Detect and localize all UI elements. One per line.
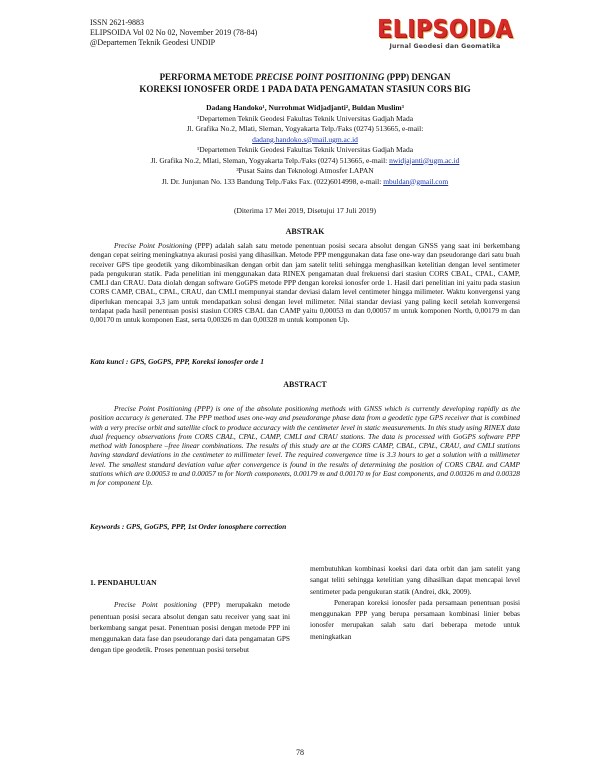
volume-info: ELIPSOIDA Vol 02 No 02, November 2019 (78-84) (90, 28, 258, 37)
right-body-2: Penerapan koreksi ionosfer pada persamaan penentuan posisi menggunakan PPP yang berupa persamaan kombinasi linier bebas ionosfer merupakan salah satu dari beberapa metode untuk meningkatkan (310, 597, 520, 641)
right-paragraph-2 (310, 597, 520, 642)
right-paragraph-1: membutuhkan kombinasi koeksi dari data orbit dan jam satelit yang sangat teliti sehingga ketelitian yang dihasilkan dapat mencapai level sentimeter pada pengukuran statik (Andrei, dkk, 2009). (310, 564, 520, 596)
affiliation-3: ³Pusat Sains dan Teknologi Atmosfer LAPAN (236, 166, 374, 175)
email-link-2[interactable]: nwidjajanti@ugm.ac.id (389, 155, 460, 165)
left-column (90, 577, 290, 656)
author-block (90, 103, 520, 187)
abstrak-body: (PPP) adalah salah satu metode penentuan posisi secara absolut dengan GNSS yang saat ini berkembang dengan cepat seiring meningkatnya akurasi posisi yang dihasilkan. Metode PPP menggunakan data fase one-way dan pseudorange dari satu buah receiver GPS tipe geodetik yang dikombinasikan dengan orbit dan jam satelit teliti sehingga menghasilkan ketelitian dengan level sentimeter pada pengukuran statik. Pada penelitian ini menggunakan data RINEX pengamatan dual frekuensi dari stasiun CORS CBAL, CPAL, CAMP, CMLI dan CRAU. Data diolah dengan software GoGPS metode PPP dengan koreksi ionosfer orde 1. Hasil dari penelitian ini yaitu pada stasiun CORS CAMP, CBAL, CPAL, CRAU, dan CMLI mempunyai standar deviasi dalam level centimeter hingga milimeter. Waktu konvergensi yang diperlukan mencapai 3,3 jam untuk mendapatkan solusi dengan level milimeter. Nilai standar deviasi yang paling kecil setelah konvergensi terdapat pada hasil penentuan posisi stasiun CORS CBAL dan CAMP yaitu 0,00053 m dan 0,00057 m untuk komponen North, 0,00179 m dan 0,00170 m untuk komponen East, serta 0,00326 m dan 0,00328 m untuk komponen Up. (90, 241, 520, 325)
affiliation-1-address: Jl. Grafika No.2, Mlati, Sleman, Yogyakarta Telp./Faks (0274) 513665, e-mail: (186, 124, 424, 133)
left-paragraph (90, 599, 290, 655)
left-body: (PPP) merupakakn metode penentuan posisi secara absolut dengan satu receiver yang saat ini berkembang sangat pesat. Penentuan posisi dengan metode PPP ini menggunakan data fase dan pseudorange dari data pengamatan GPS dengan tipe geodetik. Proses penentuan posisi tersebut (90, 600, 290, 655)
paper-title (90, 71, 520, 95)
abstract-text (90, 404, 520, 488)
title-pre: PERFORMA METODE (159, 72, 256, 82)
affiliation-2-address: Jl. Grafika No.2, Mlati, Sleman, Yogyakarta Telp./Faks (0274) 513665, e-mail: (150, 155, 388, 165)
section-heading: 1. PENDAHULUAN (90, 578, 157, 587)
journal-header (90, 15, 520, 54)
abstrak-heading: ABSTRAK (285, 227, 325, 236)
abstrak-lead: Precise Point Positioning (114, 241, 192, 250)
received-date: (Diterima 17 Mei 2019, Disetujui 17 Juli 2019) (233, 206, 377, 215)
affiliation-2: ¹Departemen Teknik Geodesi Fakultas Teknik Universitas Gadjah Mada (196, 145, 414, 154)
keywords-en: Keywords : GPS, GoGPS, PPP, 1st Order ionosphere correction (90, 522, 287, 531)
abstract-body: Precise Point Positioning (PPP) is one of the absolute positioning methods with GNSS which is currently developing rapidly as the position accuracy is generated. The PPP method uses one-way and pseudorange phase data from a geodetic type GPS receiver that is combined with a very precise orbit and satellite clock to produce accuracy with the centimeter level in static measurements. In this study using RINEX data dual frequency observations from CORS CBAL, CPAL, CAMP, CMLI and CRAU stations. The data is processed with GoGPS software PPP method with Ionosphere –free linear combinations. The results of this study are at the CORS CAMP, CBAL, CPAL, CRAU, and CMLI stations having standard deviations in the centimeter to millimeter level. The required convergence time is 3.3 hours to get a solution with a millimeter level. The smallest standard deviation value after convergence is found in the results of determining the position of CORS CBAL and CAMP stations which are 0.00053 m and 0.00057 m for North components, 0.00179 m and 0.00170 m for East components, and 0.00326 m and 0.00328 m for component Up. (90, 404, 520, 488)
affiliation-1: ¹Departemen Teknik Geodesi Fakultas Teknik Universitas Gadjah Mada (196, 113, 414, 123)
title-italic: PRECISE POINT POSITIONING (255, 72, 385, 82)
logo-word: ELIPSOIDA (377, 15, 513, 44)
affiliation-3-address: Jl. Dr. Junjunan No. 133 Bandung Telp./Faks Fax. (022)6014998, e-mail: (161, 176, 382, 186)
abstract-heading: ABSTRACT (283, 380, 327, 389)
issn: ISSN 2621-9883 (90, 18, 145, 27)
author-names: Dadang Handoko¹, Nurrohmat Widjadjanti², Buldan Muslim³ (206, 103, 404, 112)
title-line2: KOREKSI IONOSFER ORDE 1 PADA DATA PENGAMATAN STASIUN CORS BIG (139, 84, 471, 94)
copyright: @Departemen Teknik Geodesi UNDIP (90, 38, 216, 47)
email-link-1[interactable]: dadang.handoko.s@mail.ugm.ac.id (252, 134, 358, 144)
email-link-3[interactable]: mbuldan@gmail.com (383, 176, 449, 186)
journal-logo (370, 15, 520, 50)
page-number: 78 (296, 748, 304, 757)
keywords-id: Kata kunci : GPS, GoGPS, PPP, Koreksi ionosfer orde 1 (90, 357, 265, 366)
left-lead: Precise Point positioning (114, 600, 197, 610)
abstrak-text (90, 241, 520, 325)
logo-subtitle: Jurnal Geodesi dan Geomatika (389, 43, 501, 50)
journal-info (90, 18, 257, 48)
right-column (310, 563, 520, 642)
title-post: (PPP) DENGAN (384, 72, 451, 82)
